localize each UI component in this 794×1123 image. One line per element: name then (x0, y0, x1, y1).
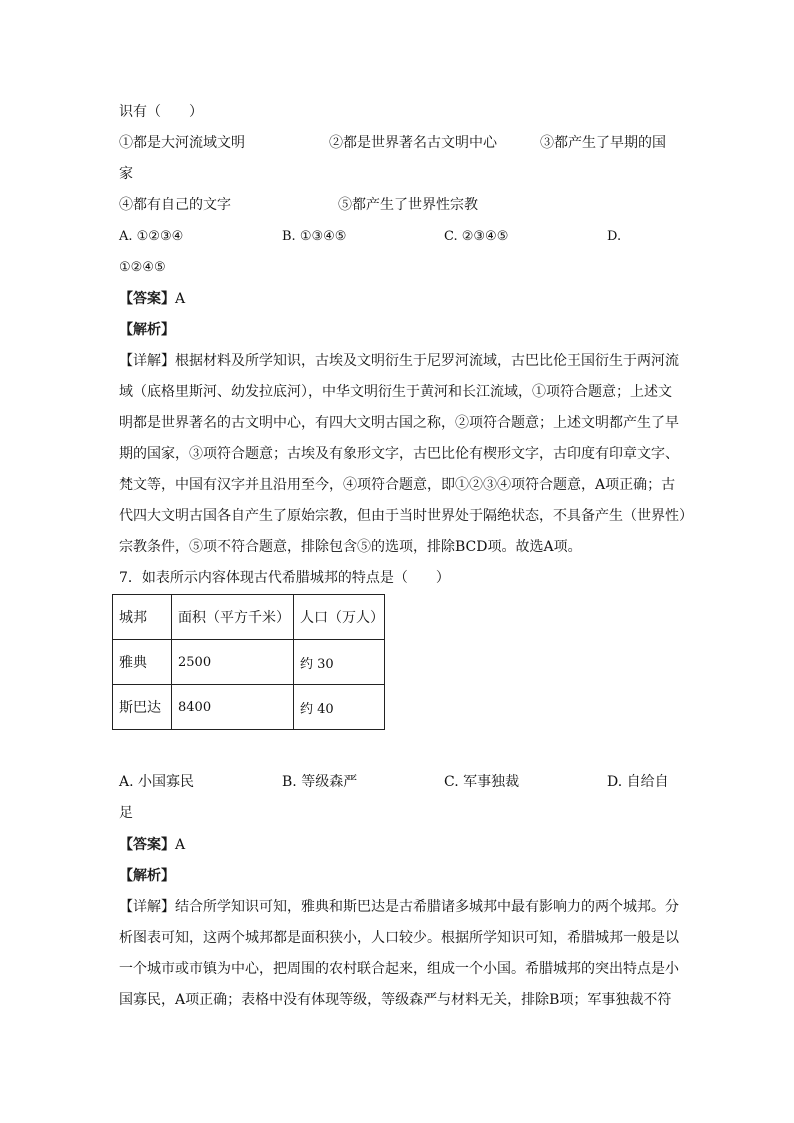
table-cell: 约 40 (294, 685, 385, 730)
statement-3-wrap: 家 (119, 166, 133, 182)
table-row (113, 685, 385, 730)
table-header-cell: 人口（万人） (294, 595, 385, 640)
statement-1: ①都是大河流域文明 (119, 135, 245, 151)
answer-tag: 【答案】 (119, 837, 175, 853)
q7-option-c: C. 军事独裁 (444, 774, 520, 790)
city-state-table (112, 594, 385, 730)
table-row (113, 640, 385, 685)
statement-3: ③都产生了早期的国 (540, 135, 666, 151)
analysis-tag: 【解析】 (119, 322, 175, 338)
detail-line: 代四大文明古国各自产生了原始宗教，但由于当时世界处于隔绝状态，不具备产生（世界性） (119, 508, 693, 524)
q7-option-d-wrap: 足 (119, 805, 133, 821)
table-cell: 斯巴达 (113, 685, 172, 730)
table-cell: 约 30 (294, 640, 385, 685)
detail-line: 明都是世界著名的古文明中心，有四大文明古国之称，②项符合题意；上述文明都产生了早 (119, 415, 679, 431)
answer-tag: 【答案】 (119, 291, 175, 307)
answer-value: A (175, 837, 186, 853)
q7-answer-line (119, 835, 185, 855)
table-cell: 2500 (172, 640, 294, 685)
detail-line: 【详解】结合所学知识可知，雅典和斯巴达是古希腊诸多城邦中最有影响力的两个城邦。分 (119, 899, 679, 915)
answer-value: A (175, 291, 186, 307)
detail-line: 梵文等，中国有汉字并且沿用至今，④项符合题意，即①②③④项符合题意，A项正确；古 (119, 477, 676, 493)
option-d-wrap: ①②④⑤ (119, 260, 166, 275)
detail-line: 国寡民，A项正确；表格中没有体现等级，等级森严与材料无关，排除B项；军事独裁不符 (119, 992, 672, 1008)
q7-analysis-tag: 【解析】 (119, 868, 175, 884)
option-c: C. ②③④⑤ (444, 229, 509, 244)
detail-line: 宗教条件，⑤项不符合题意，排除包含⑤的选项，排除BCD项。故选A项。 (119, 539, 582, 555)
detail-line: 期的国家，③项符合题意；古埃及有象形文字，古巴比伦有楔形文字，古印度有印章文字、 (119, 446, 679, 462)
table-header-row (113, 595, 385, 640)
q7-option-a: A. 小国寡民 (119, 774, 195, 790)
statement-5: ⑤都产生了世界性宗教 (338, 197, 478, 213)
statement-2: ②都是世界著名古文明中心 (329, 135, 497, 151)
q7-option-b: B. 等级森严 (282, 774, 358, 790)
option-b: B. ①③④⑤ (282, 229, 347, 244)
detail-line: 一个城市或市镇为中心，把周围的农村联合起来，组成一个小国。希腊城邦的突出特点是小 (119, 961, 679, 977)
table-cell: 雅典 (113, 640, 172, 685)
detail-line: 【详解】根据材料及所学知识，古埃及文明衍生于尼罗河流域，古巴比伦王国衍生于两河流 (119, 353, 679, 369)
table-header-cell: 面积（平方千米） (172, 595, 294, 640)
statement-4: ④都有自己的文字 (119, 197, 231, 213)
question-7-stem: 7．如表所示内容体现古代希腊城邦的特点是（ ） (119, 570, 450, 586)
option-d: D. (607, 229, 622, 244)
detail-line: 域（底格里斯河、幼发拉底河），中华文明衍生于黄河和长江流域，①项符合题意；上述文 (119, 384, 672, 400)
table-cell: 8400 (172, 685, 294, 730)
table-header-cell: 城邦 (113, 595, 172, 640)
detail-line: 析图表可知，这两个城邦都是面积狭小，人口较少。根据所学知识可知，希腊城邦一般是以 (119, 930, 679, 946)
option-a: A. ①②③④ (119, 229, 184, 244)
q7-option-d: D. 自给自 (607, 774, 669, 790)
question-stem-tail: 识有（ ） (119, 104, 203, 120)
answer-line (119, 289, 185, 309)
